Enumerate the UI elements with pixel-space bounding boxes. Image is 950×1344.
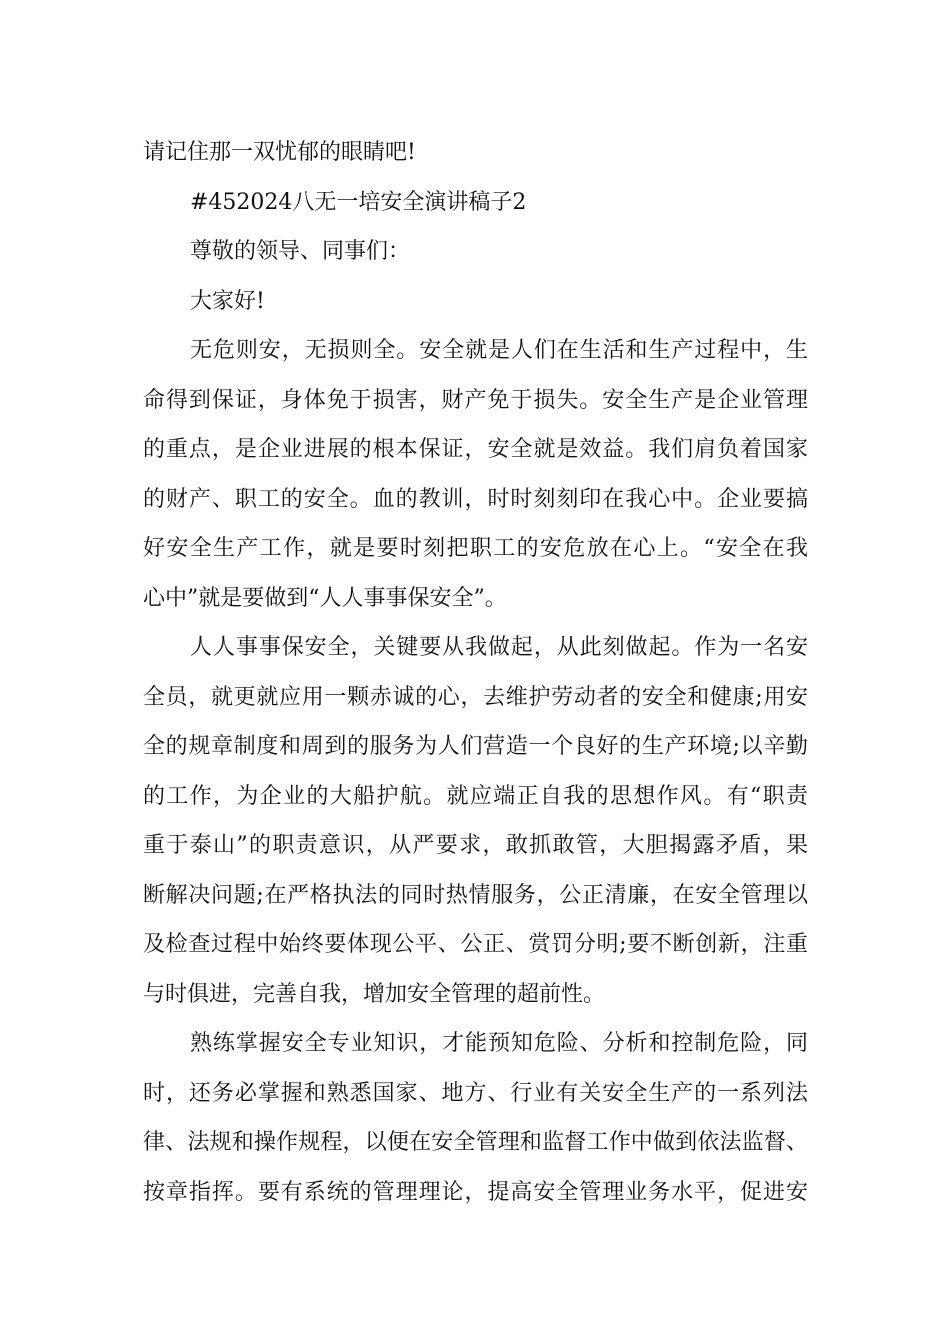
paragraph-1-line: 的重点，是企业进展的根本保证，安全就是效益。我们肩负着国家 bbox=[143, 437, 808, 462]
salutation: 尊敬的领导、同事们： bbox=[190, 239, 411, 264]
paragraph-2-line: 人人事事保安全，关键要从我做起，从此刻做起。作为一名安 bbox=[190, 635, 808, 660]
greeting: 大家好! bbox=[190, 288, 265, 314]
paragraph-2-line: 全员，就更就应用一颗赤诚的心，去维护劳动者的安全和健康;用安 bbox=[143, 684, 808, 710]
paragraph-3-line: 按章指挥。要有系统的管理理论，提高安全管理业务水平，促进安 bbox=[143, 1179, 808, 1205]
heading: #452024八无一培安全演讲稿子2 bbox=[190, 189, 527, 215]
paragraph-3-line: 熟练掌握安全专业知识，才能预知危险、分析和控制危险，同 bbox=[190, 1031, 808, 1056]
paragraph-1-line: 无危则安，无损则全。安全就是人们在生活和生产过程中，生 bbox=[190, 338, 808, 363]
paragraph-2-line: 全的规章制度和周到的服务为人们营造一个良好的生产环境;以辛勤 bbox=[143, 734, 808, 759]
document-body bbox=[143, 128, 808, 1217]
paragraph-1-line: 命得到保证，身体免于损害，财产免于损失。安全生产是企业管理 bbox=[143, 387, 808, 413]
paragraph-1-line: 心中”就是要做到“人人事事保安全”。 bbox=[143, 585, 507, 611]
paragraph-1-line: 的财产、职工的安全。血的教训，时时刻刻印在我心中。企业要搞 bbox=[143, 486, 808, 512]
closing-line: 请记住那一双忧郁的眼睛吧! bbox=[143, 140, 416, 165]
paragraph-2-line: 断解决问题;在严格执法的同时热情服务，公正清廉，在安全管理以 bbox=[143, 882, 808, 908]
paragraph-3-line: 律、法规和操作规程，以便在安全管理和监督工作中做到依法监督、 bbox=[143, 1130, 808, 1155]
paragraph-2-line: 及检查过程中始终要体现公平、公正、赏罚分明;要不断创新，注重 bbox=[143, 932, 808, 957]
paragraph-1-line: 好安全生产工作，就是要时刻把职工的安危放在心上。“安全在我 bbox=[143, 536, 808, 561]
paragraph-2-line: 重于泰山”的职责意识，从严要求，敢抓敢管，大胆揭露矛盾，果 bbox=[143, 833, 808, 858]
paragraph-2-line: 的工作，为企业的大船护航。就应端正自我的思想作风。有“职责 bbox=[143, 783, 808, 809]
paragraph-3-line: 时，还务必掌握和熟悉国家、地方、行业有关安全生产的一系列法 bbox=[143, 1080, 808, 1106]
paragraph-2-line: 与时俱进，完善自我，增加安全管理的超前性。 bbox=[143, 981, 606, 1007]
